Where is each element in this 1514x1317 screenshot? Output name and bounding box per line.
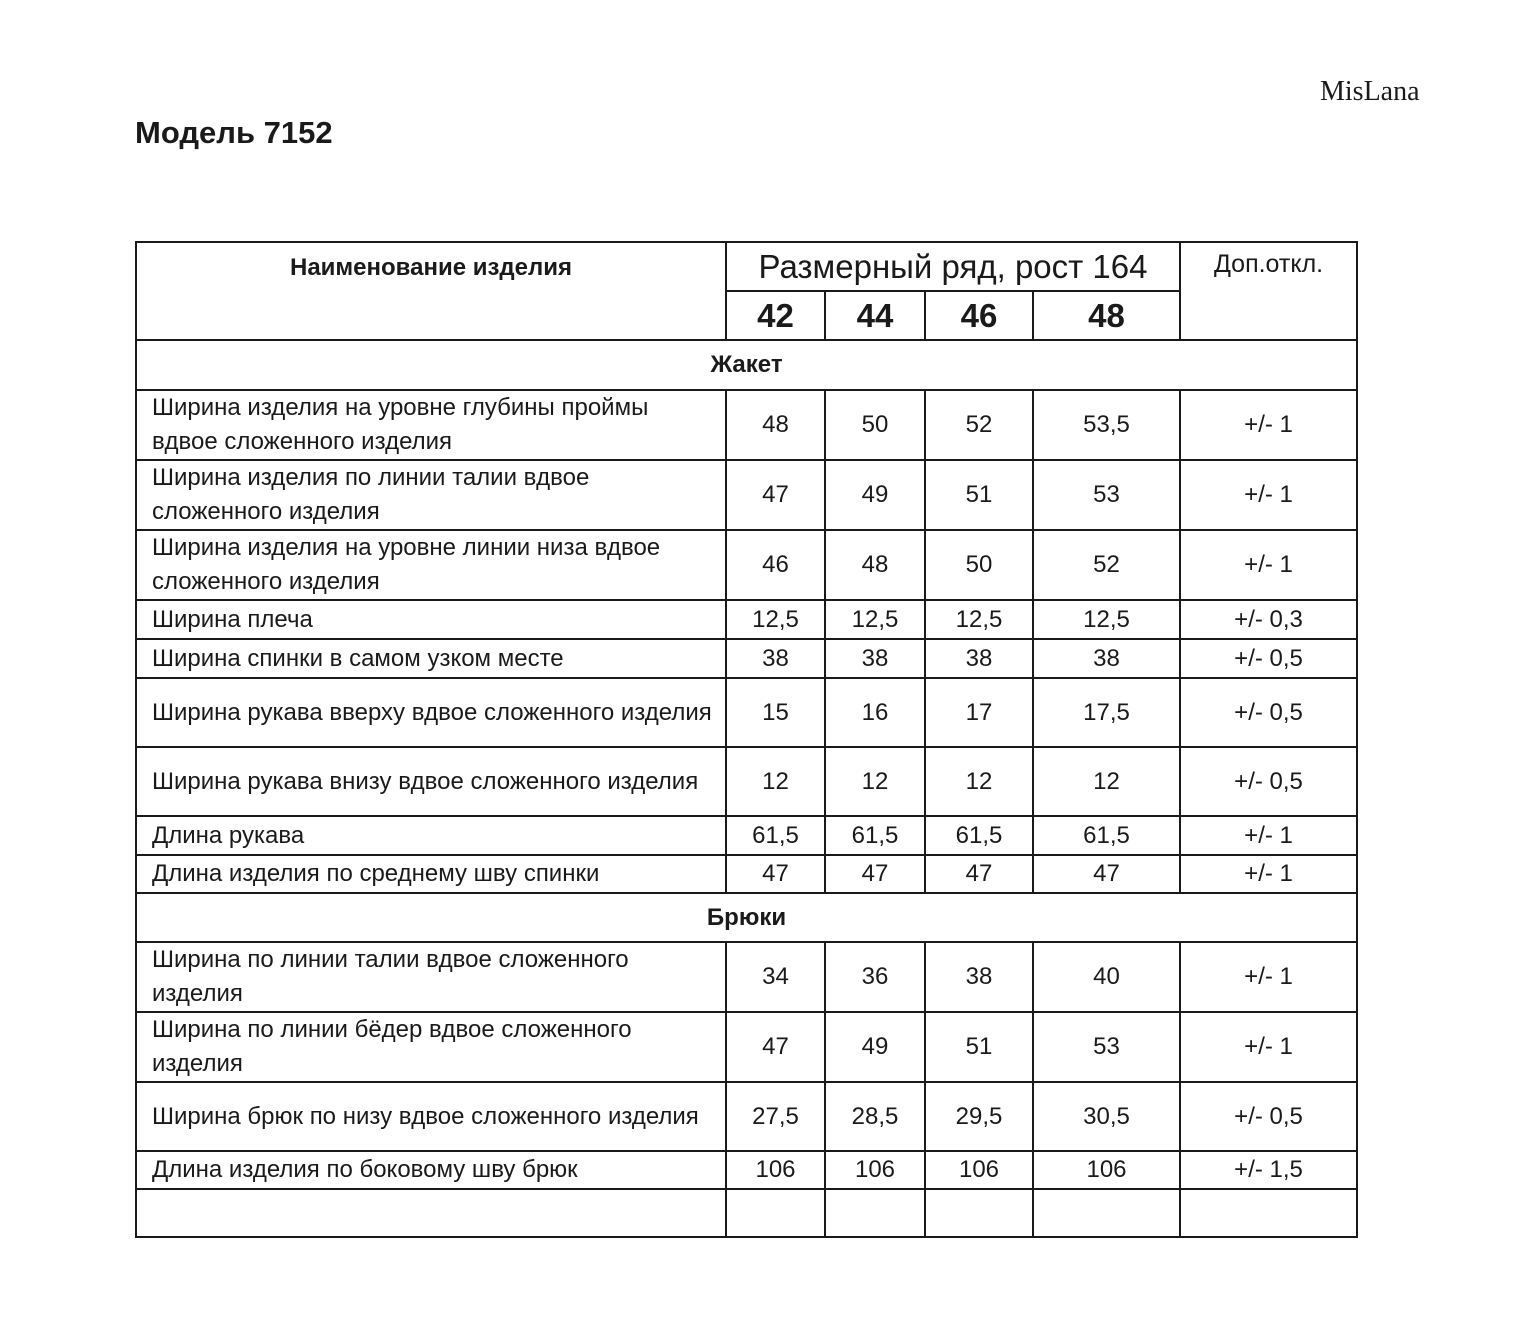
table-row <box>136 460 1357 530</box>
table-row <box>136 639 1357 678</box>
size-value-48: 12,5 <box>1033 600 1180 639</box>
size-value-42: 48 <box>726 390 825 460</box>
measurement-name: Ширина рукава вверху вдвое сложенного изделия <box>136 678 726 747</box>
size-value-48: 53,5 <box>1033 390 1180 460</box>
size-value-46: 51 <box>925 460 1033 530</box>
size-value-46: 12 <box>925 747 1033 816</box>
table-row <box>136 390 1357 460</box>
section-row <box>136 893 1357 942</box>
size-value-46: 106 <box>925 1151 1033 1189</box>
tolerance-value: +/- 0,5 <box>1180 747 1357 816</box>
measurement-name: Ширина изделия на уровне линии низа вдвое сложенного изделия <box>136 530 726 600</box>
size-value-48: 38 <box>1033 639 1180 678</box>
size-value-42: 12,5 <box>726 600 825 639</box>
tolerance-value: +/- 1 <box>1180 816 1357 855</box>
size-value-42: 106 <box>726 1151 825 1189</box>
column-header-name: Наименование изделия <box>136 242 726 340</box>
table-row <box>136 530 1357 600</box>
tolerance-value: +/- 0,5 <box>1180 639 1357 678</box>
size-value-48: 40 <box>1033 942 1180 1012</box>
tolerance-value: +/- 1 <box>1180 855 1357 893</box>
section-row <box>136 340 1357 390</box>
size-value-48: 53 <box>1033 460 1180 530</box>
measurement-name: Ширина по линии бёдер вдвое сложенного изделия <box>136 1012 726 1082</box>
size-value-44: 48 <box>825 530 925 600</box>
tolerance-value: +/- 1 <box>1180 460 1357 530</box>
measurement-name: Ширина плеча <box>136 600 726 639</box>
measurement-name: Ширина изделия на уровне глубины проймы вдвое сложенного изделия <box>136 390 726 460</box>
size-header-46: 46 <box>925 291 1033 340</box>
section-title: Брюки <box>136 893 1357 942</box>
size-value-46: 38 <box>925 942 1033 1012</box>
table-row <box>136 747 1357 816</box>
size-value-46: 17 <box>925 678 1033 747</box>
size-value-44: 61,5 <box>825 816 925 855</box>
tolerance-value: +/- 0,3 <box>1180 600 1357 639</box>
tolerance-value: +/- 1 <box>1180 530 1357 600</box>
size-chart-table <box>135 241 1358 1238</box>
size-value-42: 61,5 <box>726 816 825 855</box>
measurement-name: Длина изделия по среднему шву спинки <box>136 855 726 893</box>
size-value-44: 106 <box>825 1151 925 1189</box>
size-value-46: 61,5 <box>925 816 1033 855</box>
size-value-42: 34 <box>726 942 825 1012</box>
table-row <box>136 855 1357 893</box>
size-value-42: 47 <box>726 1012 825 1082</box>
table-row <box>136 1012 1357 1082</box>
tolerance-value: +/- 1,5 <box>1180 1151 1357 1189</box>
size-value-44: 49 <box>825 1012 925 1082</box>
measurement-name: Ширина брюк по низу вдвое сложенного изделия <box>136 1082 726 1151</box>
measurement-name: Длина рукава <box>136 816 726 855</box>
table-row <box>136 678 1357 747</box>
size-value-42: 27,5 <box>726 1082 825 1151</box>
size-header-44: 44 <box>825 291 925 340</box>
tolerance-value: +/- 0,5 <box>1180 1082 1357 1151</box>
size-value-46: 51 <box>925 1012 1033 1082</box>
empty-cell <box>925 1189 1033 1237</box>
empty-cell <box>726 1189 825 1237</box>
size-value-42: 46 <box>726 530 825 600</box>
measurement-name: Ширина спинки в самом узком месте <box>136 639 726 678</box>
table-row <box>136 1151 1357 1189</box>
column-header-size-range: Размерный ряд, рост 164 <box>726 242 1180 291</box>
size-value-46: 12,5 <box>925 600 1033 639</box>
size-value-48: 12 <box>1033 747 1180 816</box>
model-title: Модель 7152 <box>135 115 333 150</box>
empty-cell <box>1033 1189 1180 1237</box>
size-value-44: 12,5 <box>825 600 925 639</box>
section-title: Жакет <box>136 340 1357 390</box>
empty-row <box>136 1189 1357 1237</box>
measurement-name: Ширина рукава внизу вдвое сложенного изделия <box>136 747 726 816</box>
size-value-48: 106 <box>1033 1151 1180 1189</box>
size-value-44: 38 <box>825 639 925 678</box>
size-value-48: 47 <box>1033 855 1180 893</box>
measurement-name: Длина изделия по боковому шву брюк <box>136 1151 726 1189</box>
size-value-46: 47 <box>925 855 1033 893</box>
size-value-44: 47 <box>825 855 925 893</box>
measurement-name: Ширина изделия по линии талии вдвое сложенного изделия <box>136 460 726 530</box>
table-row <box>136 600 1357 639</box>
size-value-48: 17,5 <box>1033 678 1180 747</box>
size-value-42: 15 <box>726 678 825 747</box>
size-value-42: 47 <box>726 460 825 530</box>
size-header-48: 48 <box>1033 291 1180 340</box>
tolerance-value: +/- 1 <box>1180 390 1357 460</box>
size-value-46: 38 <box>925 639 1033 678</box>
empty-cell <box>1180 1189 1357 1237</box>
size-value-46: 29,5 <box>925 1082 1033 1151</box>
empty-cell <box>136 1189 726 1237</box>
size-value-46: 50 <box>925 530 1033 600</box>
size-value-44: 49 <box>825 460 925 530</box>
size-value-48: 53 <box>1033 1012 1180 1082</box>
size-value-44: 28,5 <box>825 1082 925 1151</box>
size-value-44: 36 <box>825 942 925 1012</box>
table-row <box>136 942 1357 1012</box>
size-value-44: 16 <box>825 678 925 747</box>
size-value-44: 50 <box>825 390 925 460</box>
tolerance-value: +/- 1 <box>1180 1012 1357 1082</box>
table-header-row <box>136 242 1357 291</box>
tolerance-value: +/- 0,5 <box>1180 678 1357 747</box>
table-row <box>136 1082 1357 1151</box>
column-header-tolerance: Доп.откл. <box>1180 242 1357 340</box>
measurement-name: Ширина по линии талии вдвое сложенного изделия <box>136 942 726 1012</box>
size-header-42: 42 <box>726 291 825 340</box>
size-value-44: 12 <box>825 747 925 816</box>
size-value-42: 38 <box>726 639 825 678</box>
tolerance-value: +/- 1 <box>1180 942 1357 1012</box>
size-value-46: 52 <box>925 390 1033 460</box>
size-value-42: 12 <box>726 747 825 816</box>
size-value-48: 30,5 <box>1033 1082 1180 1151</box>
size-value-48: 61,5 <box>1033 816 1180 855</box>
brand-name: MisLana <box>1320 76 1420 107</box>
table-row <box>136 816 1357 855</box>
size-value-42: 47 <box>726 855 825 893</box>
empty-cell <box>825 1189 925 1237</box>
size-value-48: 52 <box>1033 530 1180 600</box>
